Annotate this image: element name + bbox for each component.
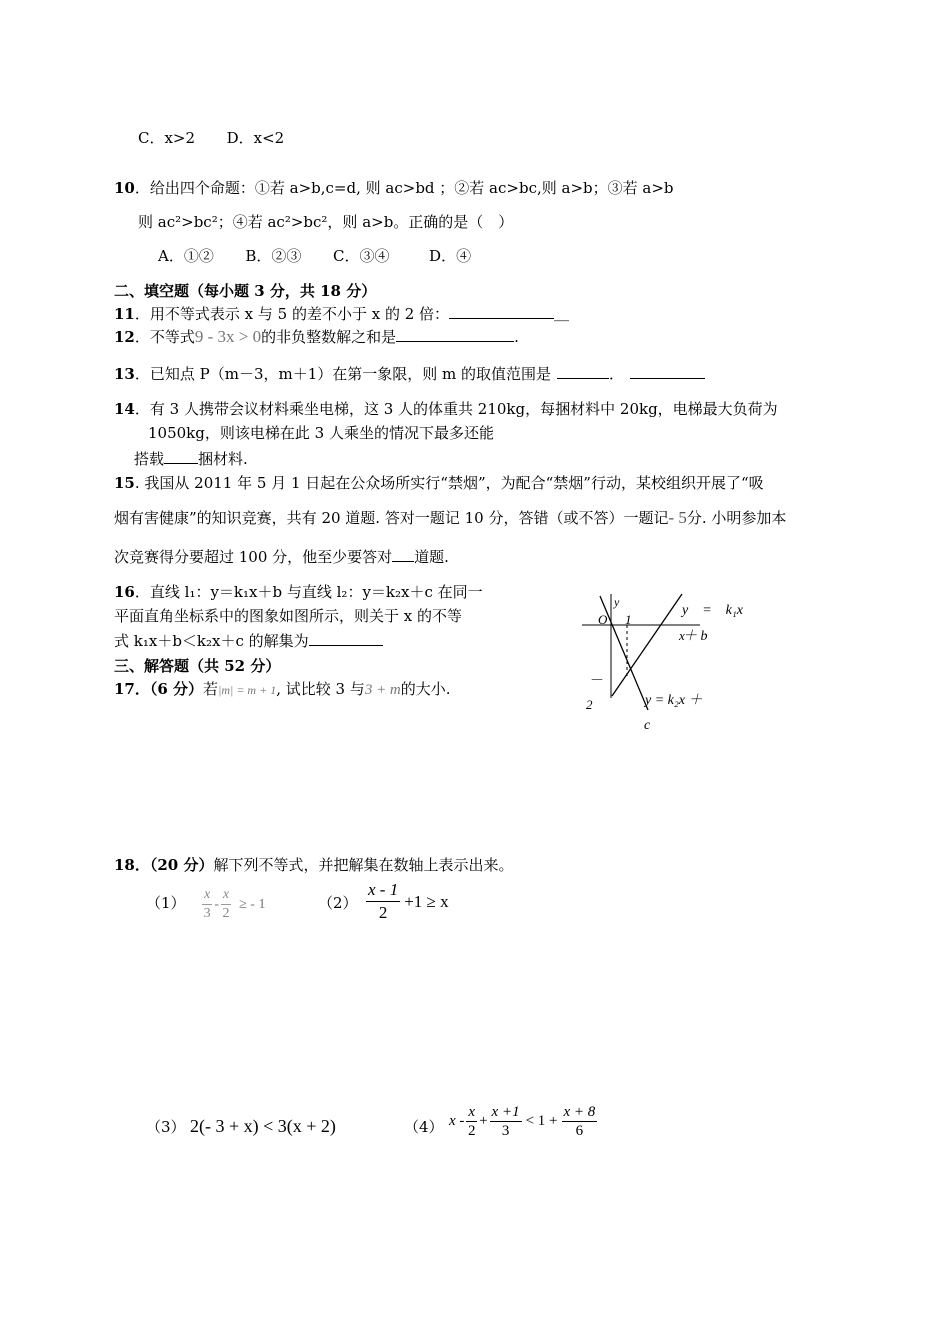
x-axis-label: x bbox=[679, 628, 685, 643]
q13 bbox=[114, 364, 705, 384]
q18-e4-mid: < 1 + bbox=[525, 1113, 558, 1129]
q18-score: ．（20 分） bbox=[134, 856, 214, 874]
q10-option-a: A．①② bbox=[158, 247, 214, 265]
q14-line2: 1050kg，则该电梯在此 3 人乘坐的情况下最多还能 bbox=[148, 424, 494, 442]
q15-line3 bbox=[114, 547, 449, 567]
q14-text-1: ．有 3 人携带会议材料乘坐电梯，这 3 人的体重共 210kg，每捆材料中 20kg，电梯最大负荷为 bbox=[134, 400, 778, 418]
q16-number: 16 bbox=[114, 583, 135, 601]
q14-line3 bbox=[134, 449, 248, 469]
q17-pre: 若 bbox=[203, 680, 219, 698]
q14-line3-pre: 搭载 bbox=[134, 450, 165, 468]
q18-expression-3: 2(- 3 + x) < 3(x + 2) bbox=[190, 1116, 336, 1136]
q15-score-value: - 5 bbox=[668, 508, 687, 527]
q14-line1 bbox=[114, 399, 778, 419]
q17-condition: |m| = m + 1 bbox=[218, 683, 277, 697]
q18-e1-frac-b: $\frac{x}{2}$ bbox=[222, 887, 230, 921]
q17-score: ．（6 分） bbox=[134, 680, 204, 698]
q16-text-1: ．直线 l₁：y＝k₁x＋b 与直线 l₂：y＝k₂x＋c 在同一 bbox=[134, 583, 483, 601]
q16-answer-blank[interactable] bbox=[309, 631, 383, 646]
q18-part3-label: （3） bbox=[146, 1118, 186, 1136]
neg-sign: － bbox=[590, 674, 604, 689]
q15-answer-blank[interactable] bbox=[392, 547, 414, 562]
q12 bbox=[114, 327, 519, 347]
q15-text-3: 次竞赛得分要超过 100 分，他至少要答对 bbox=[114, 548, 393, 566]
q15-text-2b: 分. 小明参加本 bbox=[686, 509, 787, 527]
section2-title: 二、填空题 bbox=[114, 282, 190, 300]
q10-text-1: ．给出四个命题：①若 a>b,c=d, 则 ac>bd ；②若 ac>bc,则 a>b；③若 a>b bbox=[134, 179, 674, 197]
q18-e4-frac-b: $\frac{x +1}{3}$ bbox=[491, 1104, 520, 1139]
q11-number: 11 bbox=[114, 305, 135, 323]
l2-label-a: y = k₂x ＋ bbox=[645, 693, 703, 708]
q11-tail: ＿ bbox=[554, 305, 570, 323]
q9-options bbox=[138, 128, 284, 148]
section3-note: （共 52 分） bbox=[189, 657, 281, 675]
q12-pre: ．不等式 bbox=[134, 328, 195, 346]
q18-part4-label: （4） bbox=[404, 1118, 444, 1136]
q10-option-c: C．③④ bbox=[333, 247, 390, 265]
q11-answer-blank[interactable] bbox=[449, 304, 554, 319]
q15-text-2: 烟有害健康”的知识竞赛，共有 20 道题. 答对一题记 10 分，答错（或不答）一题记 bbox=[114, 509, 669, 527]
l1-label-b: ＋ b bbox=[683, 629, 708, 644]
q11-text: ．用不等式表示 x 与 5 的差不小于 x 的 2 倍： bbox=[134, 305, 450, 323]
q17-mid: , 试比较 3 与 bbox=[276, 680, 365, 698]
q12-tail: . bbox=[514, 328, 519, 346]
q10-option-b: B．②③ bbox=[245, 247, 302, 265]
q18-e1-op: - bbox=[214, 896, 219, 912]
q10-line2: 则 ac²>bc²；④若 ac²>bc²，则 a>b。正确的是（ ） bbox=[138, 213, 514, 231]
q18-e4-frac-c: $\frac{x + 8}{6}$ bbox=[563, 1104, 596, 1139]
q16-line1 bbox=[114, 582, 483, 602]
q18-expression-1 bbox=[200, 886, 265, 923]
q15-line1 bbox=[114, 473, 764, 493]
y-axis-label: y bbox=[614, 595, 620, 609]
q18-e4-pre: x - bbox=[449, 1113, 465, 1129]
q12-number: 12 bbox=[114, 328, 135, 346]
q13-number: 13 bbox=[114, 365, 135, 383]
q17-post: 的大小. bbox=[400, 680, 451, 698]
q15-text-3b: 道题. bbox=[414, 548, 449, 566]
q18-text: 解下列不等式，并把解集在数轴上表示出来。 bbox=[213, 856, 514, 874]
q18-part2-label: （2） bbox=[318, 894, 358, 912]
q18-e4-frac-a: $\frac{x}{2}$ bbox=[467, 1104, 476, 1139]
l2-label-b: c bbox=[644, 718, 651, 733]
q13-answer-blank-2[interactable] bbox=[630, 364, 705, 379]
q18-e1-frac-a: $\frac{x}{3}$ bbox=[203, 887, 211, 921]
q17-expression: 3 + m bbox=[364, 682, 401, 698]
q10-number: 10 bbox=[114, 179, 135, 197]
q10-option-d: D．④ bbox=[429, 247, 472, 265]
q14-line3-post: 捆材料. bbox=[198, 450, 248, 468]
q11 bbox=[114, 304, 569, 324]
x-tick-label: 1 bbox=[625, 612, 632, 627]
q13-answer-blank-1[interactable] bbox=[557, 364, 609, 379]
q13-text: ．已知点 P（m－3，m＋1）在第一象限，则 m 的取值范围是 bbox=[134, 365, 552, 383]
q9-option-d: D．x<2 bbox=[226, 129, 285, 147]
q10-line1 bbox=[114, 178, 674, 198]
q16-graph bbox=[570, 588, 770, 738]
q15-text-1: . 我国从 2011 年 5 月 1 日起在公众场所实行“禁烟”，为配合“禁烟”行动，某校组织开展了“吸 bbox=[134, 474, 764, 492]
section3-title: 三、解答题 bbox=[114, 657, 190, 675]
section2-heading bbox=[114, 281, 376, 301]
q18-heading bbox=[114, 855, 514, 875]
section3-heading bbox=[114, 656, 280, 676]
q18-e2-rhs: +1 ≥ x bbox=[404, 891, 449, 911]
q12-answer-blank[interactable] bbox=[396, 327, 514, 342]
section2-note: （每小题 3 分，共 18 分） bbox=[189, 282, 377, 300]
q14-answer-blank[interactable] bbox=[164, 449, 198, 464]
q13-separator: ． bbox=[609, 365, 625, 383]
origin-label: O bbox=[598, 612, 608, 627]
q14-number: 14 bbox=[114, 400, 135, 418]
q16-line2: 平面直角坐标系中的图象如图所示，则关于 x 的不等 bbox=[114, 607, 462, 625]
q12-post: 的非负整数解之和是 bbox=[261, 328, 397, 346]
q18-part1-label: （1） bbox=[146, 894, 186, 912]
q16-line3 bbox=[114, 631, 383, 651]
q18-e4-plus: + bbox=[479, 1113, 488, 1129]
q18-e2-frac: $\frac{x - 1}{2}$ bbox=[368, 880, 399, 922]
q9-option-c: C．x>2 bbox=[138, 129, 196, 147]
q12-expression: 9 - 3x > 0 bbox=[194, 327, 262, 346]
q18-e1-rhs: ≥ - 1 bbox=[239, 896, 266, 912]
neg-value: 2 bbox=[586, 697, 593, 712]
line-l2 bbox=[612, 594, 682, 696]
q17-number: 17 bbox=[114, 680, 135, 698]
q18-number: 18 bbox=[114, 856, 135, 874]
q10-options bbox=[158, 246, 471, 266]
q15-number: 15 bbox=[114, 474, 135, 492]
q16-text-3: 式 k₁x＋b＜k₂x＋c 的解集为 bbox=[114, 632, 309, 650]
q17 bbox=[114, 679, 451, 700]
l1-label-a: y = k₁x bbox=[682, 603, 743, 618]
q15-line2 bbox=[114, 508, 786, 528]
q18-expression-4 bbox=[449, 1103, 599, 1140]
q18-expression-2 bbox=[364, 879, 449, 924]
